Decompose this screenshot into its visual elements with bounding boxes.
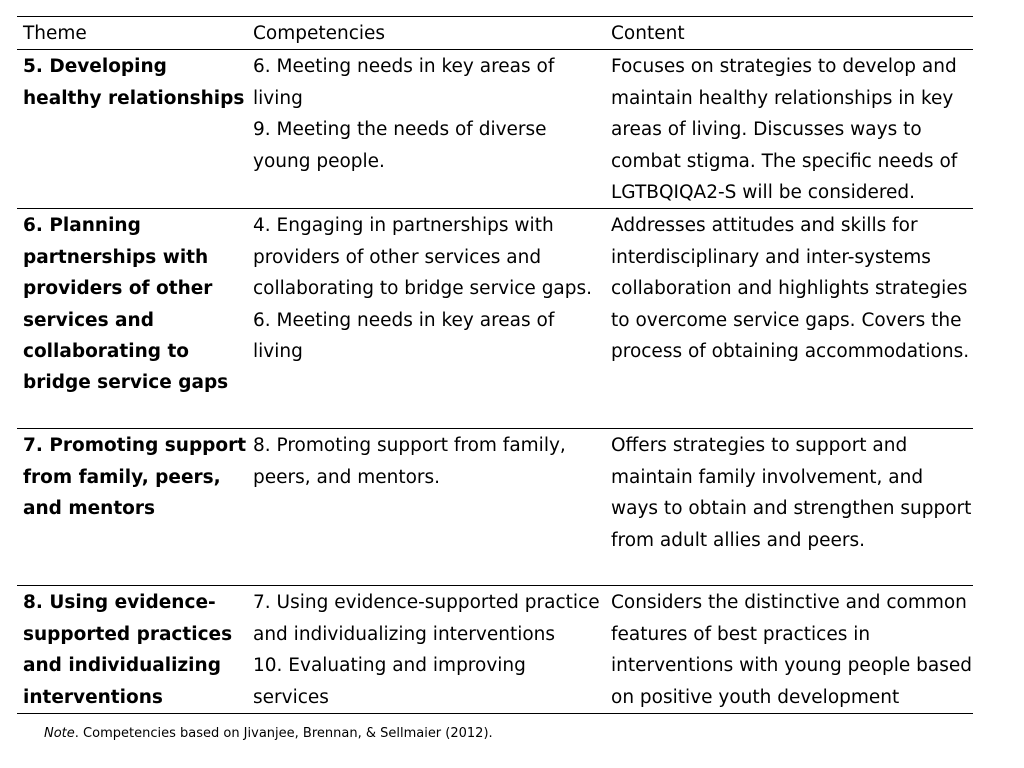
competencies-cell [247, 50, 605, 209]
table-row [17, 209, 973, 429]
content-cell: Offers strategies to support and maintain family involvement, and ways to obtain and strengthen support from adult allies and peers. [605, 429, 973, 586]
competencies-cell [247, 586, 605, 714]
table-row [17, 586, 973, 714]
table-row [17, 50, 973, 209]
themes-table-container [17, 16, 973, 714]
note-label: Note [44, 726, 75, 741]
competencies-cell [247, 429, 605, 586]
competency-item: 9. Meeting the needs of diverse young people. [253, 119, 547, 172]
content-cell: Addresses attitudes and skills for interdisciplinary and inter-systems collaboration and highlights strategies to overcome service gaps. Covers the process of obtaining accommodations. [605, 209, 973, 429]
theme-cell: 5. Developing healthy relationships [17, 50, 247, 209]
header-competencies: Competencies [247, 17, 605, 50]
content-cell: Focuses on strategies to develop and maintain healthy relationships in key areas of living. Discusses ways to combat stigma. The specific needs of LGTBQIQA2-S will be considered. [605, 50, 973, 209]
theme-cell: 7. Promoting support from family, peers, and mentors [17, 429, 247, 586]
competency-item: 8. Promoting support from family, peers, and mentors. [253, 435, 566, 488]
competency-item: 6. Meeting needs in key areas of living [253, 309, 555, 363]
table-note [44, 725, 493, 743]
competency-item: 7. Using evidence-supported practice and individualizing interventions [253, 592, 600, 645]
theme-cell: 8. Using evidence-supported practices and individualizing interventions [17, 586, 247, 714]
note-text: . Competencies based on Jivanjee, Brennan, & Sellmaier (2012). [74, 726, 493, 741]
competency-item: 4. Engaging in partnerships with providers of other services and collaborating to bridge service gaps. [253, 215, 593, 300]
table-header-row [17, 17, 973, 50]
content-cell: Considers the distinctive and common features of best practices in interventions with young people based on positive youth development [605, 586, 973, 714]
competency-item: 6. Meeting needs in key areas of living [253, 56, 555, 109]
competency-item: 10. Evaluating and improving services [253, 655, 526, 708]
header-theme: Theme [17, 17, 247, 50]
competencies-cell [247, 209, 605, 429]
header-content: Content [605, 17, 973, 50]
themes-table [17, 16, 973, 714]
theme-cell: 6. Planning partnerships with providers of other services and collaborating to bridge service gaps [17, 209, 247, 429]
table-row [17, 429, 973, 586]
